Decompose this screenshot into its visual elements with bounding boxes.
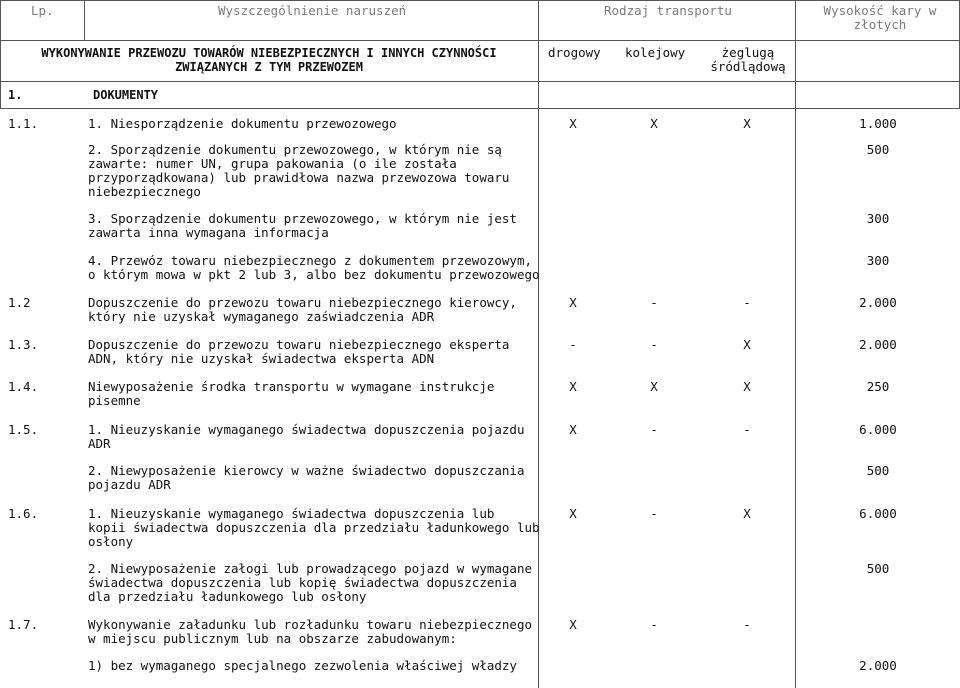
water-mark: X [743, 337, 751, 352]
water-mark: X [743, 116, 751, 131]
header-fine-line2: złotych [853, 17, 907, 32]
fine-amount: 250 [866, 379, 890, 394]
row-description-line: 1) bez wymaganego specjalnego zezwolenia właściwej władzy [88, 658, 517, 673]
road-mark: X [569, 116, 577, 131]
col-divider-violation [538, 0, 539, 688]
row-description-line: pojazdu ADR [88, 477, 171, 492]
road-mark: X [569, 379, 577, 394]
rail-mark: - [650, 337, 658, 352]
row-description-line: 3. Sporządzenie dokumentu przewozowego, w którym nie jest [88, 211, 517, 226]
fine-amount: 2.000 [859, 658, 897, 673]
section-title-line2: ZWIĄZANYCH Z TYM PRZEWOZEM [175, 60, 363, 74]
fine-amount: 500 [866, 142, 890, 157]
col-rail-label: kolejowy [625, 45, 686, 60]
water-mark: X [743, 379, 751, 394]
subheader-bottom-border [0, 81, 960, 82]
row-description-line: 1. Nieuzyskanie wymaganego świadectwa dopuszczenia lub [88, 506, 495, 521]
road-mark: X [569, 295, 577, 310]
rail-mark: - [650, 422, 658, 437]
water-mark: - [743, 295, 751, 310]
row-description-line: Wykonywanie załadunku lub rozładunku towaru niebezpiecznego [88, 617, 533, 632]
header-top-border [0, 0, 960, 1]
row-number: 1.4. [8, 379, 39, 394]
rail-mark: - [650, 617, 658, 632]
fine-amount: 6.000 [859, 506, 897, 521]
row-description-line: Niewyposażenie środka transportu w wymagane instrukcje [88, 379, 495, 394]
row-description-line: 2. Sporządzenie dokumentu przewozowego, w którym nie są [88, 142, 502, 157]
row-description-line: 2. Niewyposażenie kierowcy w ważne świadectwo dopuszczania [88, 463, 525, 478]
header-fine-line1: Wysokość kary w [823, 3, 937, 18]
row-number: 1.1. [8, 116, 39, 131]
water-mark: X [743, 506, 751, 521]
road-mark: X [569, 422, 577, 437]
rail-mark: X [650, 116, 658, 131]
fine-amount: 300 [866, 253, 890, 268]
road-mark: X [569, 506, 577, 521]
section-heading: DOKUMENTY [93, 88, 159, 102]
header-violation: Wyszczególnienie naruszeń [218, 3, 407, 18]
fine-amount: 2.000 [859, 337, 897, 352]
row-description-line: osłony [88, 534, 134, 549]
row-description-line: zawarte: numer UN, grupa pakowania (o ile została [88, 156, 457, 171]
section-bottom-border [0, 108, 960, 109]
section-title-line1: WYKONYWANIE PRZEWOZU TOWARÓW NIEBEZPIECZNYCH I INNYCH CZYNNOŚCI [41, 46, 497, 60]
row-description-line: 1. Nieuzyskanie wymaganego świadectwa dopuszczenia pojazdu [88, 422, 525, 437]
row-description-line: w miejscu publicznym lub na obszarze zabudowanym: [88, 631, 457, 646]
fine-amount: 2.000 [859, 295, 897, 310]
road-mark: X [569, 617, 577, 632]
row-description-line: pisemne [88, 393, 141, 408]
row-description-line: świadectwa dopuszczenia lub kopię świadectwa dopuszczenia [88, 575, 517, 590]
header-bottom-border [0, 40, 960, 41]
row-description-line: który nie uzyskał wymaganego zaświadczenia ADR [88, 309, 435, 324]
rail-mark: - [650, 295, 658, 310]
col-water-label-line1: żeglugą [721, 45, 775, 60]
fine-amount: 300 [866, 211, 890, 226]
row-description-line: 1. Niesporządzenie dokumentu przewozowego [88, 116, 397, 131]
col-road-label: drogowy [548, 45, 601, 60]
fine-amount: 1.000 [859, 116, 897, 131]
header-transport: Rodzaj transportu [604, 3, 732, 18]
water-mark: - [743, 422, 751, 437]
row-number: 1.2 [8, 295, 31, 310]
water-mark: - [743, 617, 751, 632]
row-number: 1.3. [8, 337, 39, 352]
road-mark: - [569, 337, 577, 352]
row-description-line: przyporządkowana) lub prawidłowa nazwa przewozowa towaru [88, 170, 510, 185]
fine-amount: 500 [866, 561, 890, 576]
rail-mark: - [650, 506, 658, 521]
row-description-line: Dopuszczenie do przewozu towaru niebezpiecznego kierowcy, [88, 295, 517, 310]
row-description-line: niebezpiecznego [88, 184, 201, 199]
row-description-line: zawarta inna wymagana informacja [88, 225, 329, 240]
col-divider-lp [84, 0, 85, 41]
fine-amount: 6.000 [859, 422, 897, 437]
row-number: 1.6. [8, 506, 39, 521]
fine-amount: 500 [866, 463, 890, 478]
row-description-line: 2. Niewyposażenie załogi lub prowadzącego pojazd w wymagane [88, 561, 533, 576]
section-number: 1. [8, 88, 23, 102]
row-description-line: o którym mowa w pkt 2 lub 3, albo bez dokumentu przewozowego [88, 267, 540, 282]
row-description-line: 4. Przewóz towaru niebezpiecznego z dokumentem przewozowym, [88, 253, 533, 268]
row-description-line: Dopuszczenie do przewozu towaru niebezpiecznego eksperta [88, 337, 510, 352]
row-description-line: dla przedziału ładunkowego lub osłony [88, 589, 367, 604]
header-lp: Lp. [31, 3, 54, 18]
row-number: 1.7. [8, 617, 39, 632]
row-description-line: ADR [88, 436, 111, 451]
rail-mark: X [650, 379, 658, 394]
row-description-line: ADN, który nie uzyskał świadectwa eksperta ADN [88, 351, 435, 366]
col-water-label-line2: śródlądową [710, 59, 786, 74]
row-number: 1.5. [8, 422, 39, 437]
col-divider-transport [795, 0, 796, 688]
row-description-line: kopii świadectwa dopuszczenia dla przedziału ładunkowego lub [88, 520, 540, 535]
